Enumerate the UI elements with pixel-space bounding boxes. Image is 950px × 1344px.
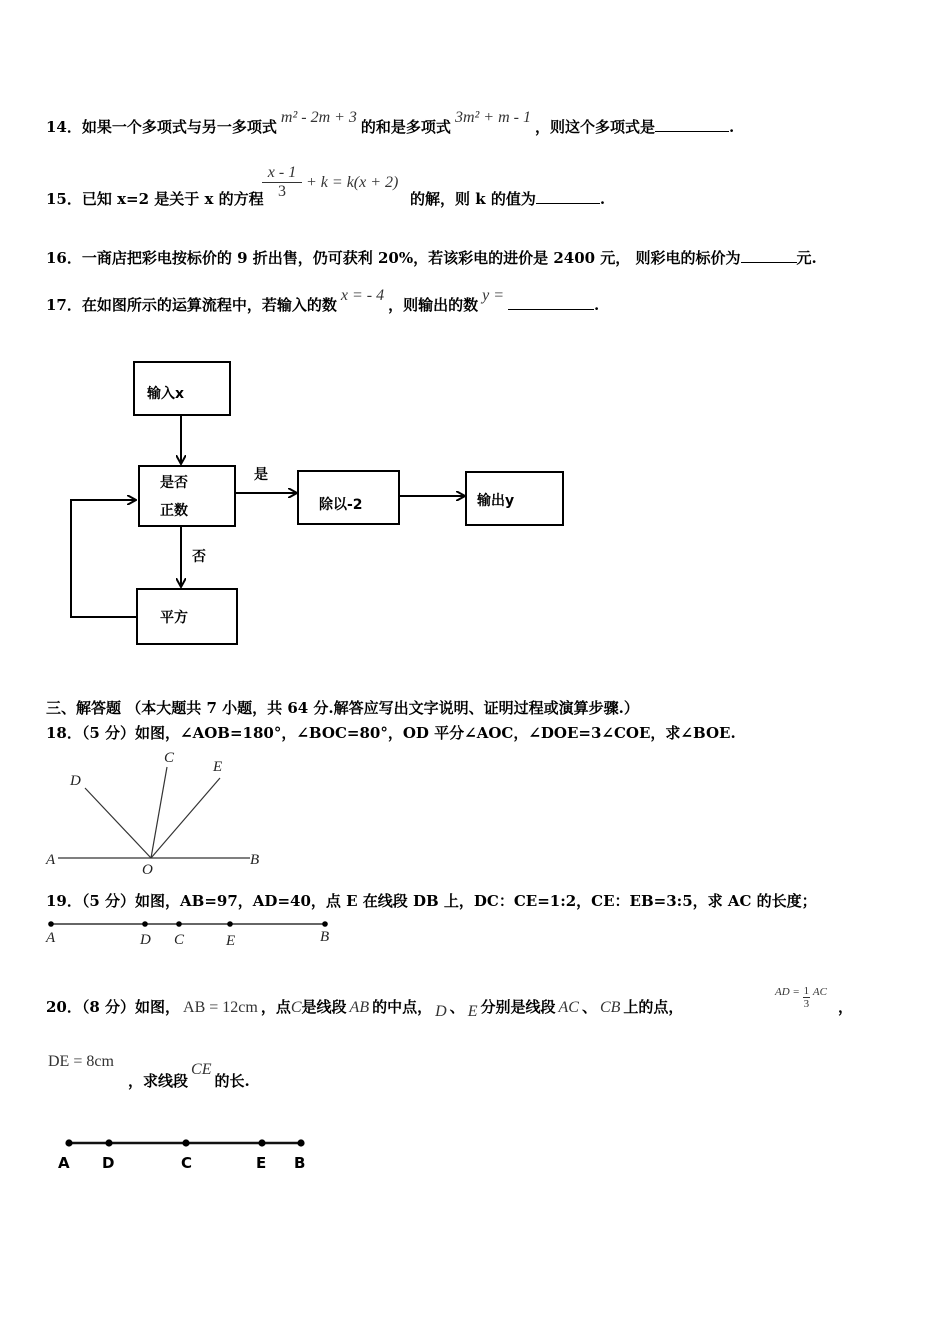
ray-OC (151, 767, 167, 858)
q17-prefix: 17．在如图所示的运算流程中，若输入的数 (46, 296, 337, 314)
q20-part2: 是线段 (301, 998, 347, 1016)
q20-ratio-den: 3 (803, 998, 810, 1010)
flow-decision-line2: 正数 (160, 503, 188, 519)
q19-label-E: E (226, 933, 236, 949)
q20-cb: CB (599, 999, 621, 1016)
arrow-loop-back (71, 500, 137, 617)
q18-label-D: D (70, 773, 81, 789)
question-20 (46, 996, 684, 1020)
ray-OE (151, 778, 220, 858)
q20-ac: AC (558, 999, 579, 1016)
q20-ce: CE (191, 1061, 212, 1078)
q20-sep2: 、 (581, 998, 597, 1016)
q20-ab: AB (349, 999, 370, 1016)
q14-prefix: 14．如果一个多项式与另一多项式 (46, 118, 277, 136)
q18-label-B: B (250, 852, 260, 868)
q20-label-C: C (181, 1154, 193, 1172)
point-C-q20 (182, 1139, 189, 1146)
q14-suffix: ，则这个多项式是 (534, 118, 655, 136)
q19-label-B: B (320, 929, 330, 945)
flow-square-label: 平方 (160, 610, 188, 626)
flow-decision-box (138, 465, 236, 527)
q19-label-D: D (140, 932, 151, 948)
q14-poly1: m² - 2m + 3 (280, 109, 357, 126)
q18-angle-figure (40, 745, 340, 885)
q20-ratio (775, 986, 827, 1010)
flow-yes-label: 是 (254, 467, 268, 483)
q14-end: . (728, 118, 735, 136)
q20-label-E: E (256, 1154, 267, 1172)
flow-output-box (465, 471, 564, 526)
point-D-q20 (105, 1139, 112, 1146)
q20-d: D (435, 1003, 447, 1020)
q19-label-C: C (174, 932, 185, 948)
q20-de: DE = 8cm (48, 1053, 114, 1070)
q15-end: . (599, 190, 606, 208)
q20-label-D: D (102, 1154, 115, 1172)
q20-comma: ， (838, 998, 854, 1016)
q20-part5: 上的点， (623, 998, 684, 1016)
flow-input-box (133, 361, 231, 416)
q17-end: . (594, 296, 600, 314)
q17-input: x = - 4 (340, 287, 385, 304)
q20-segment-figure (60, 1133, 320, 1153)
q20-label-A: A (58, 1154, 70, 1172)
q20-line2-mid: ，求线段 (128, 1072, 189, 1090)
question-20-line2 (48, 1053, 114, 1075)
q20-ratio-fraction (803, 986, 811, 1010)
q20-de-length (48, 1053, 114, 1070)
q16-text: 16．一商店把彩电按标价的 9 折出售，仍可获利 20%，若该彩电的进价是 2400 元， 则彩电的标价为 (46, 249, 741, 267)
ray-OD (85, 788, 151, 858)
q14-poly2: 3m² + m - 1 (454, 109, 531, 126)
q14-mid: 的和是多项式 (360, 118, 451, 136)
q20-part4: 分别是线段 (480, 998, 556, 1016)
q19-segment-figure (40, 914, 340, 934)
point-B (322, 921, 328, 927)
q20-e: E (467, 1003, 478, 1020)
q18-label-A: A (46, 852, 56, 868)
point-C (176, 921, 182, 927)
flow-output-label: 输出y (477, 493, 515, 509)
q20-ratio-right: AC (812, 985, 827, 998)
q20-c: C (290, 999, 302, 1016)
q20-ab-length: AB = 12cm (183, 999, 258, 1016)
flow-divide-box (297, 470, 400, 525)
q20-part3: 的中点， (372, 998, 433, 1016)
point-B-q20 (297, 1139, 304, 1146)
q15-fraction-num: x - 1 (262, 164, 302, 183)
flow-divide-label: 除以-2 (319, 497, 363, 513)
q15-fraction-den: 3 (278, 183, 286, 200)
flow-no-label: 否 (192, 549, 206, 565)
q20-part1: ，点 (260, 998, 291, 1016)
point-E-q20 (258, 1139, 265, 1146)
q17-mid: ，则输出的数 (388, 296, 479, 314)
q16-end: 元. (796, 249, 817, 267)
point-A (48, 921, 54, 927)
q20-ratio-left: AD = (775, 985, 800, 998)
q20-prefix: 20．（8 分）如图， (46, 998, 181, 1016)
point-E (227, 921, 233, 927)
flow-decision-line1: 是否 (160, 475, 188, 491)
q18-label-O: O (142, 862, 153, 878)
q20-line2-end: 的长. (214, 1072, 250, 1090)
q17-output: y = (482, 287, 505, 304)
flow-square-box (136, 588, 238, 645)
q15-equation-rest: + k = k(x + 2) (306, 174, 399, 191)
q15-suffix: 的解，则 k 的值为 (410, 190, 536, 208)
point-D (142, 921, 148, 927)
q18-label-C: C (164, 750, 175, 766)
point-A-q20 (65, 1139, 72, 1146)
q20-label-B: B (294, 1154, 306, 1172)
question-18: 18．（5 分）如图，∠AOB=180°，∠BOC=80°，OD 平分∠AOC，∠DOE=3∠COE，求∠BOE. (46, 724, 736, 742)
flow-input-label: 输入x (147, 386, 185, 402)
q18-label-E: E (213, 759, 223, 775)
question-20-line2-tail (128, 1061, 250, 1091)
question-19: 19．（5 分）如图，AB=97，AD=40，点 E 在线段 DB 上，DC：CE=1:2，CE：EB=3:5，求 AC 的长度； (46, 892, 817, 910)
section-3-heading: 三、解答题 （本大题共 7 小题，共 64 分.解答应写出文字说明、证明过程或演算步骤.） (46, 699, 639, 717)
q20-ratio-num: 1 (803, 985, 810, 997)
q19-label-A: A (46, 930, 56, 946)
q20-sep: 、 (449, 998, 465, 1016)
q15-prefix: 15．已知 x=2 是关于 x 的方程 (46, 190, 264, 208)
